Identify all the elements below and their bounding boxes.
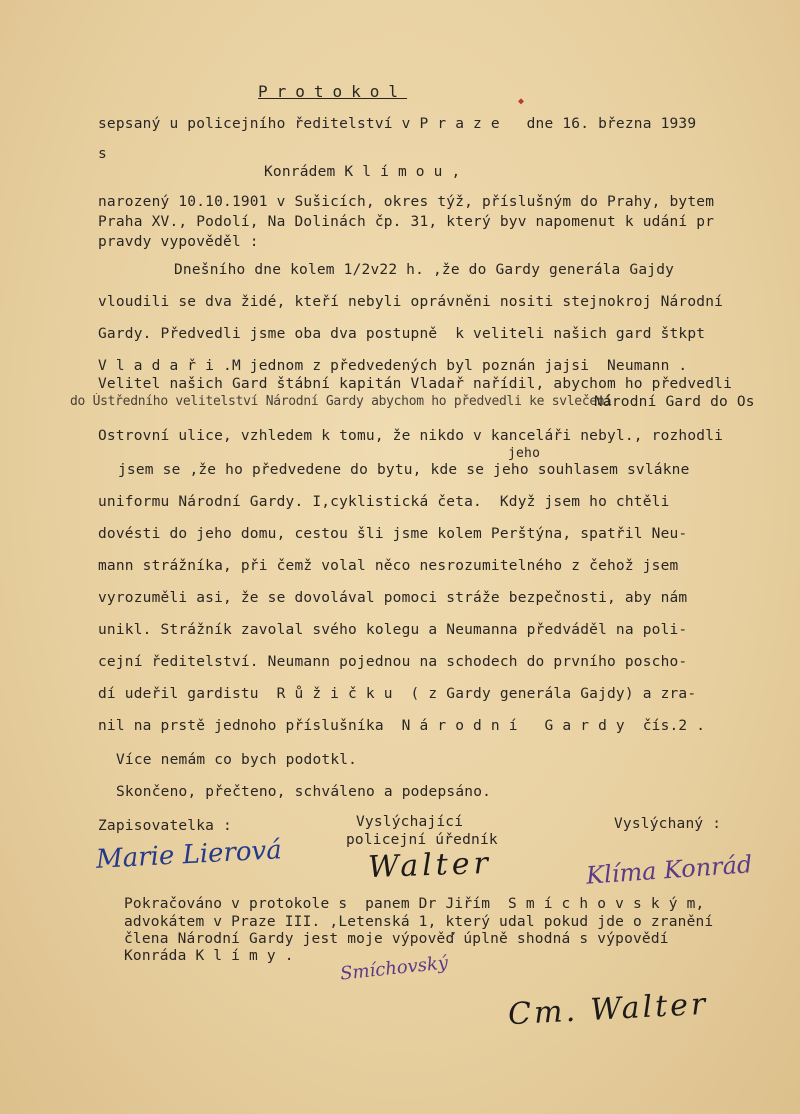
interrogated-label: Vyslýchaný :	[614, 816, 722, 832]
body-line: s	[98, 146, 107, 162]
body-line: jsem se ,že ho předvedene do bytu, kde se jeho souhlasem svlákne	[118, 462, 690, 478]
officer-label-2: policejní úředník	[346, 832, 498, 848]
closing-officer-signature: Cm. Walter	[507, 986, 710, 1033]
continuation-line: Konráda K l í m y .	[124, 948, 294, 964]
officer-label-1: Vyslýchající	[356, 814, 464, 830]
overstrike-tail: Národní Gard do Os	[594, 394, 755, 410]
body-line: dovésti do jeho domu, cestou šli jsme kolem Perštýna, spatřil Neu-	[98, 526, 688, 542]
body-line: vloudili se dva židé, kteří nebyli oprávněni nositi stejnokroj Národní	[98, 294, 724, 310]
body-line: pravdy vypověděl :	[98, 234, 259, 250]
body-line: narozený 10.10.1901 v Sušicích, okres týž, příslušným do Prahy, bytem	[98, 194, 715, 210]
document-title: Protokol	[258, 82, 408, 101]
body-line: Gardy. Předvedli jsme oba dva postupně k veliteli našich gard štkpt	[98, 326, 706, 342]
body-line: nil na prstě jednoho příslušníka N á r o d n í G a r d y čís.2 .	[98, 718, 706, 734]
body-line: Praha XV., Podolí, Na Dolinách čp. 31, který byv napomenut k udání pr	[98, 214, 715, 230]
body-line: mann strážníka, při čemž volal něco nesrozumitelného z čehož jsem	[98, 558, 679, 574]
overstruck-line: do Ústředního velitelství Národní Gardy abychom ho předvedli ke svlečení	[70, 394, 612, 409]
body-line: dí udeřil gardistu R ů ž i č k u ( z Gardy generála Gajdy) a zra-	[98, 686, 697, 702]
witness-signature: Smíchovský	[339, 952, 449, 985]
officer-signature: Walter	[367, 845, 493, 886]
body-line: V l a d a ř i .M jednom z předvedených byl poznán jajsi Neumann .	[98, 358, 688, 374]
body-line: uniformu Národní Gardy. I,cyklistická četa. Když jsem ho chtěli	[98, 494, 670, 510]
body-line: Velitel našich Gard štábní kapitán Vladař nařídil, abychom ho předvedli	[98, 376, 733, 392]
body-line: Více nemám co bych podotkl.	[116, 752, 358, 768]
continuation-line: advokátem v Praze III. ,Letenská 1, který udal pokud jde o zranění	[124, 914, 714, 930]
header-line: sepsaný u policejního ředitelství v P r a z e dne 16. března 1939	[98, 116, 697, 132]
body-line: Dnešního dne kolem 1/2v22 h. ,že do Gardy generála Gajdy	[174, 262, 675, 278]
interlinear-word: jeho	[508, 446, 541, 461]
body-line: vyrozuměli asi, že se dovolával pomoci stráže bezpečnosti, aby nám	[98, 590, 688, 606]
recorder-signature: Marie Lierová	[95, 835, 283, 875]
body-line: Ostrovní ulice, vzhledem k tomu, že nikdo v kanceláři nebyl., rozhodli	[98, 428, 724, 444]
continuation-line: Pokračováno v protokole s panem Dr Jiřím S m í c h o v s k ý m,	[124, 896, 705, 912]
body-line: Konrádem K l í m o u ,	[264, 164, 461, 180]
interrogated-signature: Klíma Konrád	[585, 850, 754, 890]
continuation-line: člena Národní Gardy jest moje výpověď úplně shodná s výpovědí	[124, 931, 669, 947]
body-line: cejní ředitelství. Neumann pojednou na schodech do prvního poscho-	[98, 654, 688, 670]
recorder-label: Zapisovatelka :	[98, 818, 232, 834]
closing-line: Skončeno, přečteno, schváleno a podepsáno.	[116, 784, 492, 800]
red-pencil-mark: ◆	[518, 96, 525, 107]
body-line: unikl. Strážník zavolal svého kolegu a Neumanna předváděl na poli-	[98, 622, 688, 638]
